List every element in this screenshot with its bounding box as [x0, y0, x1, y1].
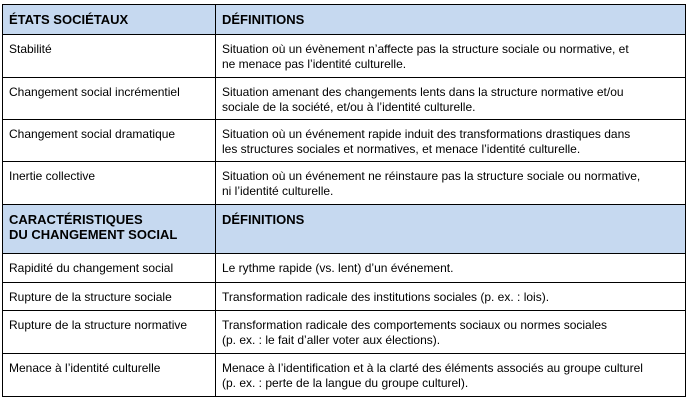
section2-header-left-line2: DU CHANGEMENT SOCIAL	[9, 227, 178, 242]
table-row	[3, 311, 686, 354]
section2-header-left-line1: CARACTÉRISTIQUES	[9, 212, 143, 227]
table-row	[3, 162, 686, 205]
term-cell: Rupture de la structure sociale	[3, 283, 216, 311]
term-cell: Rapidité du changement social	[3, 254, 216, 283]
definition-line: Situation où un événement ne réinstaure pas la structure sociale ou normative,	[222, 169, 641, 183]
definition-line: Situation où un événement rapide induit des transformations drastiques dans	[222, 127, 631, 141]
definition-line: Le rythme rapide (vs. lent) d’un événement.	[222, 261, 454, 275]
table-row	[3, 354, 686, 397]
section2-header-right: DÉFINITIONS	[216, 205, 686, 254]
definition-cell	[216, 120, 686, 162]
definition-line: ne menace pas l’identité culturelle.	[222, 57, 407, 71]
table-row	[3, 78, 686, 120]
definition-cell	[216, 78, 686, 120]
term-cell: Inertie collective	[3, 162, 216, 205]
table-row	[3, 35, 686, 78]
section1-header-left: ÉTATS SOCIÉTAUX	[3, 5, 216, 35]
section1-header-right: DÉFINITIONS	[216, 5, 686, 35]
term-cell: Stabilité	[3, 35, 216, 78]
definition-cell	[216, 162, 686, 205]
section2-header-left	[3, 205, 216, 254]
definition-line: ni l’identité culturelle.	[222, 184, 334, 198]
definition-cell	[216, 354, 686, 397]
definition-cell	[216, 283, 686, 311]
definition-line: (p. ex. : perte de la langue du groupe culturel).	[222, 376, 469, 390]
definition-line: Situation où un évènement n’affecte pas la structure sociale ou normative, et	[222, 42, 629, 56]
term-cell: Changement social incrémentiel	[3, 78, 216, 120]
definitions-table	[2, 4, 686, 397]
term-cell: Menace à l’identité culturelle	[3, 354, 216, 397]
definition-line: sociale de la société, et/ou à l’identité culturelle.	[222, 100, 476, 114]
definition-cell	[216, 254, 686, 283]
term-cell: Rupture de la structure normative	[3, 311, 216, 354]
definition-line: Transformation radicale des comportements sociaux ou normes sociales	[222, 318, 608, 332]
table-row	[3, 283, 686, 311]
definition-line: Situation amenant des changements lents dans la structure normative et/ou	[222, 85, 624, 99]
definition-line: (p. ex. : le fait d’aller voter aux élections).	[222, 333, 441, 347]
table-row	[3, 254, 686, 283]
term-cell: Changement social dramatique	[3, 120, 216, 162]
table-row	[3, 120, 686, 162]
definition-line: Menace à l’identification et à la clarté des éléments associés au groupe culturel	[222, 361, 643, 375]
section2-header-row	[3, 205, 686, 254]
definition-cell	[216, 311, 686, 354]
definition-cell	[216, 35, 686, 78]
definition-line: les structures sociales et normatives, et menace l’identité culturelle.	[222, 142, 581, 156]
section1-header-row	[3, 5, 686, 35]
definition-line: Transformation radicale des institutions sociales (p. ex. : lois).	[222, 290, 550, 304]
